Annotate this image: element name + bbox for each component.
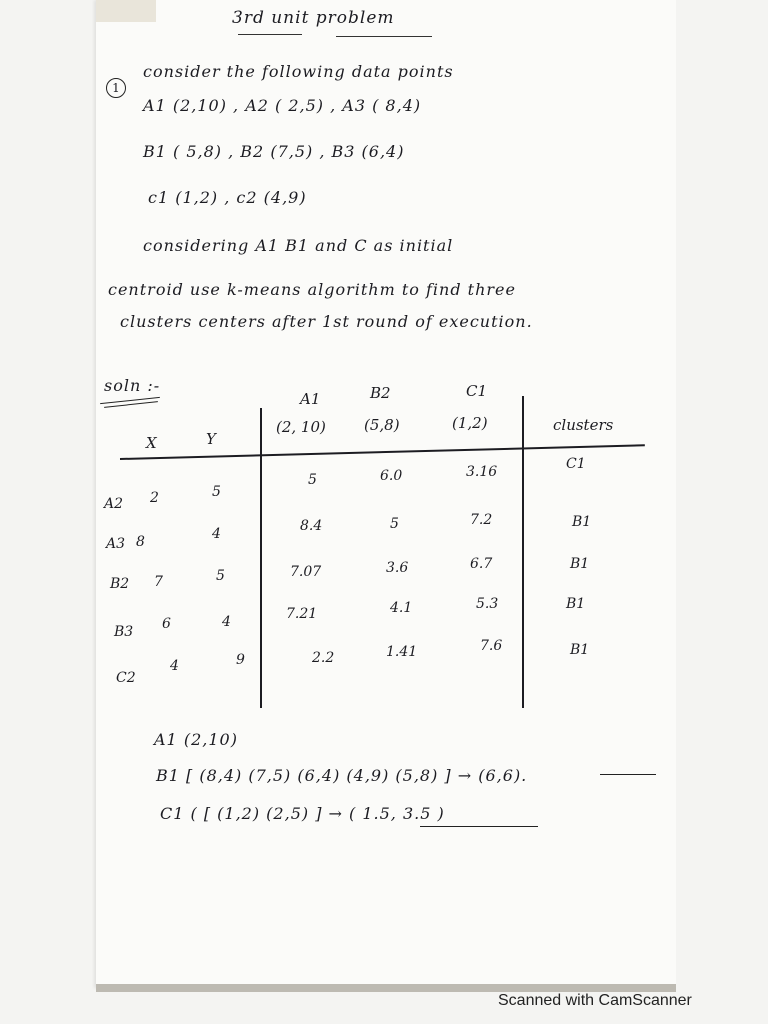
question-line-5: considering A1 B1 and C as initial [143, 236, 454, 255]
cell-dist-a1: 5 [308, 472, 317, 488]
page-title: 3rd unit problem [232, 8, 395, 28]
cell-dist-c1: 6.7 [470, 556, 493, 572]
cell-cluster: B1 [572, 514, 592, 530]
cell-dist-c1: 7.6 [480, 638, 503, 654]
question-line-4: c1 (1,2) , c2 (4,9) [148, 188, 307, 207]
cell-x: 4 [170, 658, 179, 674]
question-number: 1 [106, 78, 126, 98]
row-label: A3 [106, 536, 126, 552]
answer-a1: A1 (2,10) [154, 730, 238, 749]
cell-dist-c1: 7.2 [470, 512, 493, 528]
cell-y: 5 [216, 568, 225, 584]
scanner-watermark: Scanned with CamScanner [498, 992, 692, 1009]
cell-dist-b2: 5 [390, 516, 399, 532]
cell-y: 4 [212, 526, 221, 542]
cell-dist-b2: 3.6 [386, 560, 409, 576]
cell-dist-c1: 3.16 [466, 464, 498, 480]
cell-x: 6 [162, 616, 171, 632]
cell-x: 8 [136, 534, 145, 550]
row-label: A2 [104, 496, 124, 512]
row-label: B2 [110, 576, 130, 592]
cell-y: 4 [222, 614, 231, 630]
cell-dist-b2: 1.41 [386, 644, 418, 660]
table-column-divider [522, 396, 524, 708]
header-b2: B2 [370, 384, 391, 402]
cell-dist-b2: 4.1 [390, 600, 413, 616]
cell-dist-b2: 6.0 [380, 468, 403, 484]
header-c1-point: (1,2) [452, 414, 488, 432]
question-line-3: B1 ( 5,8) , B2 (7,5) , B3 (6,4) [143, 142, 405, 161]
header-a1-point: (2, 10) [276, 418, 326, 436]
page-bottom-edge [96, 984, 676, 992]
cell-dist-a1: 2.2 [312, 650, 335, 666]
answer-b1: B1 [ (8,4) (7,5) (6,4) (4,9) (5,8) ] → (6,6). [156, 766, 528, 785]
header-x: X [146, 434, 157, 452]
cell-x: 7 [154, 574, 163, 590]
cell-x: 2 [150, 490, 159, 506]
title-underline [238, 34, 302, 35]
cell-y: 5 [212, 484, 221, 500]
title-underline [336, 36, 432, 37]
cell-cluster: B1 [566, 596, 586, 612]
header-b2-point: (5,8) [364, 416, 400, 434]
cell-y: 9 [236, 652, 245, 668]
header-clusters: clusters [553, 416, 614, 434]
cell-dist-c1: 5.3 [476, 596, 499, 612]
page-edge-strip [96, 0, 156, 22]
cell-cluster: C1 [566, 456, 586, 472]
cell-dist-a1: 7.21 [286, 606, 318, 622]
row-label: C2 [116, 670, 136, 686]
answer-underline [420, 826, 538, 827]
solution-label: soln :- [104, 376, 161, 395]
answer-c1: C1 ( [ (1,2) (2,5) ] → ( 1.5, 3.5 ) [160, 804, 445, 823]
answer-underline [600, 774, 656, 775]
question-line-6: centroid use k-means algorithm to find three [108, 280, 516, 299]
cell-dist-a1: 7.07 [290, 564, 322, 580]
cell-cluster: B1 [570, 556, 590, 572]
header-y: Y [206, 430, 216, 448]
cell-cluster: B1 [570, 642, 590, 658]
question-line-7: clusters centers after 1st round of execution. [120, 312, 533, 331]
question-line-2: A1 (2,10) , A2 ( 2,5) , A3 ( 8,4) [143, 96, 422, 115]
table-column-divider [260, 408, 262, 708]
cell-dist-a1: 8.4 [300, 518, 323, 534]
question-line-1: consider the following data points [143, 62, 454, 81]
header-a1: A1 [300, 390, 321, 408]
row-label: B3 [114, 624, 134, 640]
header-c1: C1 [466, 382, 488, 400]
